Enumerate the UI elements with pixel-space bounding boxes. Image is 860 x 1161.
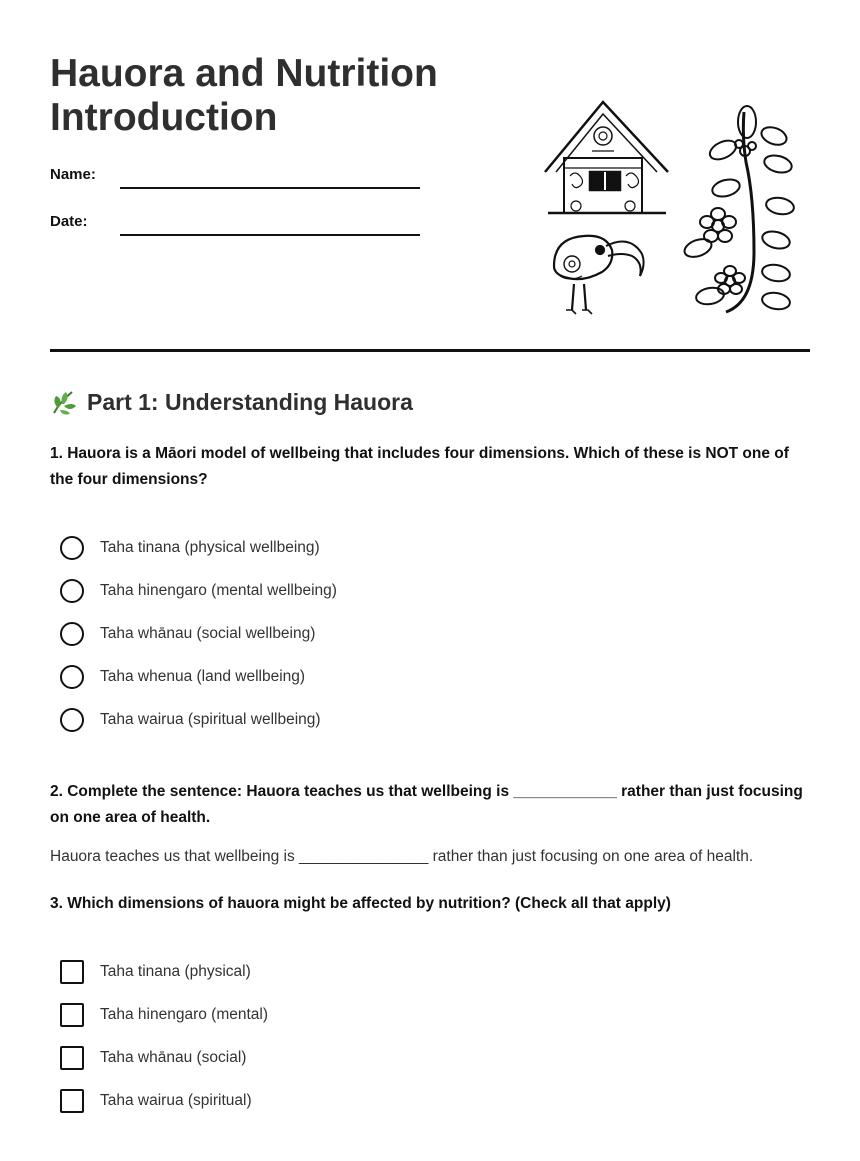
page-title — [50, 52, 438, 140]
checkbox[interactable] — [60, 960, 84, 984]
section-heading-text: Part 1: Understanding Hauora — [87, 388, 413, 415]
q1-option-2[interactable] — [60, 578, 337, 604]
option-label: Taha whānau (social wellbeing) — [100, 625, 316, 642]
option-label: Taha wairua (spiritual) — [100, 1092, 252, 1109]
flowering-vine-icon — [682, 106, 795, 312]
wharenui-icon — [545, 102, 668, 213]
section-heading — [50, 388, 413, 416]
question-2: 2. Complete the sentence: Hauora teaches us that wellbeing is ____________ rather than just focusing on one area of health. — [50, 783, 803, 826]
radio-button[interactable] — [60, 579, 84, 603]
radio-button[interactable] — [60, 622, 84, 646]
kiwi-bird-icon — [554, 236, 644, 314]
date-field[interactable] — [120, 234, 420, 236]
option-label: Taha tinana (physical) — [100, 963, 251, 980]
radio-button[interactable] — [60, 665, 84, 689]
q1-option-4[interactable] — [60, 664, 305, 690]
title-line-2: Introduction — [50, 96, 278, 139]
option-label: Taha tinana (physical wellbeing) — [100, 539, 320, 556]
q3-option-2[interactable] — [60, 1002, 268, 1028]
option-label: Taha whānau (social) — [100, 1049, 247, 1066]
name-field[interactable] — [120, 187, 420, 189]
q3-option-1[interactable] — [60, 959, 251, 985]
leaf-icon — [50, 388, 78, 416]
name-label: Name: — [50, 166, 96, 183]
section-divider — [50, 349, 810, 352]
q3-option-3[interactable] — [60, 1045, 246, 1071]
q1-option-5[interactable] — [60, 707, 321, 733]
q3-option-4[interactable] — [60, 1088, 252, 1114]
illustration-cluster — [540, 98, 800, 323]
q2-answer-field[interactable]: Hauora teaches us that wellbeing is _______________ rather than just focusing on one area of health. — [50, 848, 754, 865]
option-label: Taha whenua (land wellbeing) — [100, 668, 306, 685]
date-label: Date: — [50, 213, 88, 230]
title-line-1: Hauora and Nutrition — [50, 52, 438, 95]
option-label: Taha wairua (spiritual wellbeing) — [100, 711, 321, 728]
radio-button[interactable] — [60, 708, 84, 732]
q1-option-3[interactable] — [60, 621, 315, 647]
option-label: Taha hinengaro (mental) — [100, 1006, 269, 1023]
radio-button[interactable] — [60, 536, 84, 560]
checkbox[interactable] — [60, 1046, 84, 1070]
option-label: Taha hinengaro (mental wellbeing) — [100, 582, 337, 599]
question-1: 1. Hauora is a Māori model of wellbeing that includes four dimensions. Which of these is NOT one of the four dimensions? — [50, 445, 789, 488]
q1-option-1[interactable] — [60, 535, 320, 561]
checkbox[interactable] — [60, 1089, 84, 1113]
checkbox[interactable] — [60, 1003, 84, 1027]
question-3: 3. Which dimensions of hauora might be affected by nutrition? (Check all that apply) — [50, 895, 671, 912]
